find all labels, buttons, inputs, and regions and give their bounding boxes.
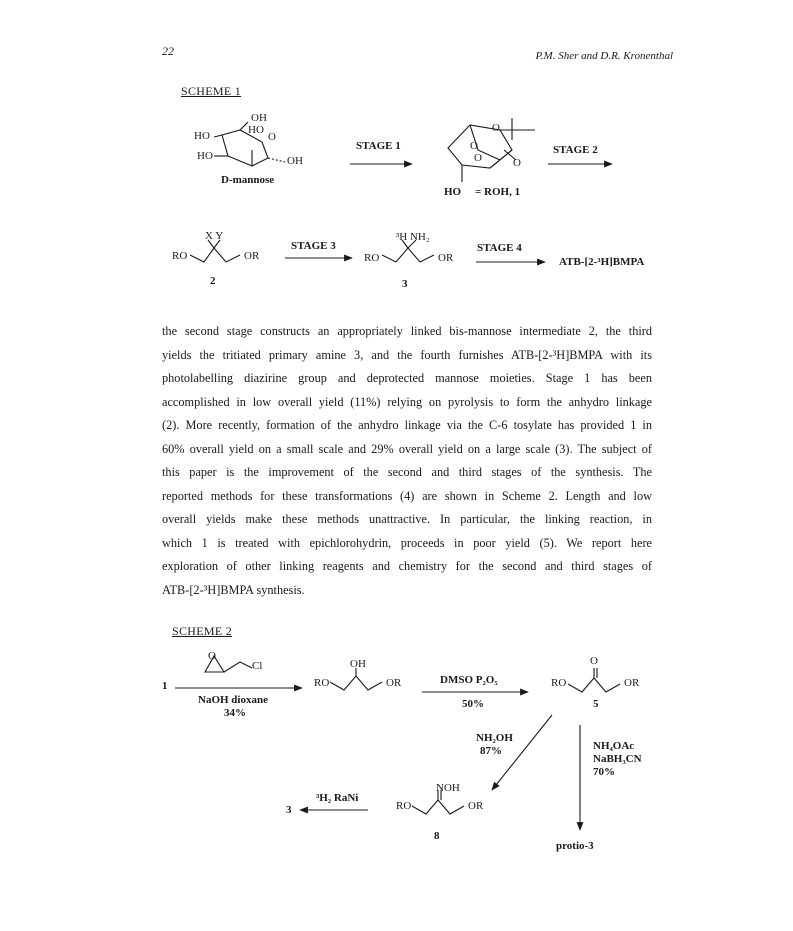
mannose-oh-top: OH (251, 112, 267, 124)
mannose-name: D-mannose (221, 174, 275, 186)
oxime-or: OR (468, 800, 484, 812)
target-number: 3 (286, 804, 292, 816)
oxidation-conditions: DMSO P₂O₅ (440, 674, 498, 686)
scheme2-title: SCHEME 2 (172, 624, 233, 638)
ketone-structure (568, 668, 620, 692)
stage3-label: STAGE 3 (291, 240, 336, 252)
paragraph-line: which 1 is treated with epichlorohydrin, proceeds in poor yield (5). We report here (162, 535, 652, 550)
mannose-o-ring: O (268, 131, 276, 143)
mannose-oh-anomeric: OH (287, 155, 303, 167)
amination-reagent-2: NaBH₃CN (593, 753, 642, 765)
oximation-yield: 87% (480, 745, 502, 757)
compound3-ro: RO (364, 252, 380, 264)
epichlorohydrin-cl: Cl (252, 660, 263, 672)
paragraph-line: reported methods for these transformations (4) are shown in Scheme 2. Length and low (162, 488, 652, 503)
compound2-structure (190, 240, 240, 262)
oxidation-yield: 50% (462, 698, 484, 710)
linking-yield: 34% (224, 707, 246, 719)
anhydro-o2: O (470, 140, 478, 152)
reduction-conditions: ³H₂ RaNi (316, 792, 359, 804)
alcohol-structure (330, 668, 382, 690)
page-number: 22 (162, 44, 174, 58)
mannose-ho-bottom: HO (197, 150, 213, 162)
stage4-label: STAGE 4 (477, 242, 522, 254)
paragraph-line: ATB-[2-³H]BMPA synthesis. (162, 582, 305, 597)
stage1-label: STAGE 1 (356, 140, 401, 152)
alcohol-ro: RO (314, 677, 330, 689)
stage2-label: STAGE 2 (553, 144, 598, 156)
compound3-number: 3 (402, 278, 408, 290)
paragraph-line: accomplished in low overall yield (11%) relying on pyrolysis to form the anhydro linkage (162, 394, 652, 409)
paragraph-line: the second stage constructs an appropriately linked bis-mannose intermediate 2, the third (162, 324, 652, 338)
compound3-or: OR (438, 252, 454, 264)
mannose-ho-left: HO (194, 130, 210, 142)
paragraph-line: 60% overall yield on a small scale and 29% overall yield on a large scale (3). The subject of (162, 441, 652, 456)
paragraph-line: overall yields make these methods unattractive. In particular, the linking reaction, in (162, 512, 652, 526)
scheme1-title: SCHEME 1 (181, 84, 242, 98)
compound3-structure (382, 240, 434, 262)
ketone-ro: RO (551, 677, 567, 689)
mannose-ho-inner: HO (248, 124, 264, 136)
protio-product: protio-3 (556, 840, 594, 852)
anhydro-o3: O (474, 152, 482, 164)
anhydro-ho: HO (444, 186, 462, 198)
amination-yield: 70% (593, 766, 615, 778)
paragraph-line: this paper is the improvement of the second and third stages of the synthesis. The (162, 465, 652, 479)
epichlorohydrin-o: O (208, 650, 216, 662)
ketone-o: O (590, 655, 598, 667)
linking-conditions: NaOH dioxane (198, 694, 268, 706)
amination-reagent-1: NH₄OAc (593, 740, 635, 752)
alcohol-or: OR (386, 677, 402, 689)
starting-material-number: 1 (162, 680, 168, 692)
paragraph-line: photolabelling diazirine group and deprotected mannose moieties. Stage 1 has been (162, 371, 652, 385)
anhydro-definition: = ROH, 1 (475, 186, 521, 198)
compound2-ro: RO (172, 250, 188, 262)
ketone-or: OR (624, 677, 640, 689)
paragraph-line: (2). More recently, formation of the anhydro linkage via the C-6 tosylate has provided 1 in (162, 418, 652, 432)
compound2-number: 2 (210, 275, 216, 287)
alcohol-oh: OH (350, 658, 366, 670)
product-name: ATB-[2-³H]BMPA (559, 256, 645, 268)
oxime-number: 8 (434, 830, 440, 842)
anhydro-o4: O (513, 157, 521, 169)
anhydro-o1: O (492, 122, 500, 134)
oxime-noh: NOH (436, 782, 460, 794)
compound3-amine: ³H NH₂ (396, 231, 430, 243)
paragraph-line: yields the tritiated primary amine 3, and the fourth furnishes ATB-[2-³H]BMPA with its (162, 347, 652, 362)
ketone-number: 5 (593, 698, 599, 710)
oxime-ro: RO (396, 800, 412, 812)
oximation-reagent: NH₂OH (476, 732, 513, 744)
compound2-xy: X Y (205, 230, 224, 242)
running-header-authors: P.M. Sher and D.R. Kronenthal (535, 50, 673, 62)
compound2-or: OR (244, 250, 260, 262)
paragraph-line: exploration of other linking reagents and chemistry for the second and third stages of (162, 559, 652, 573)
body-paragraph (162, 320, 652, 602)
